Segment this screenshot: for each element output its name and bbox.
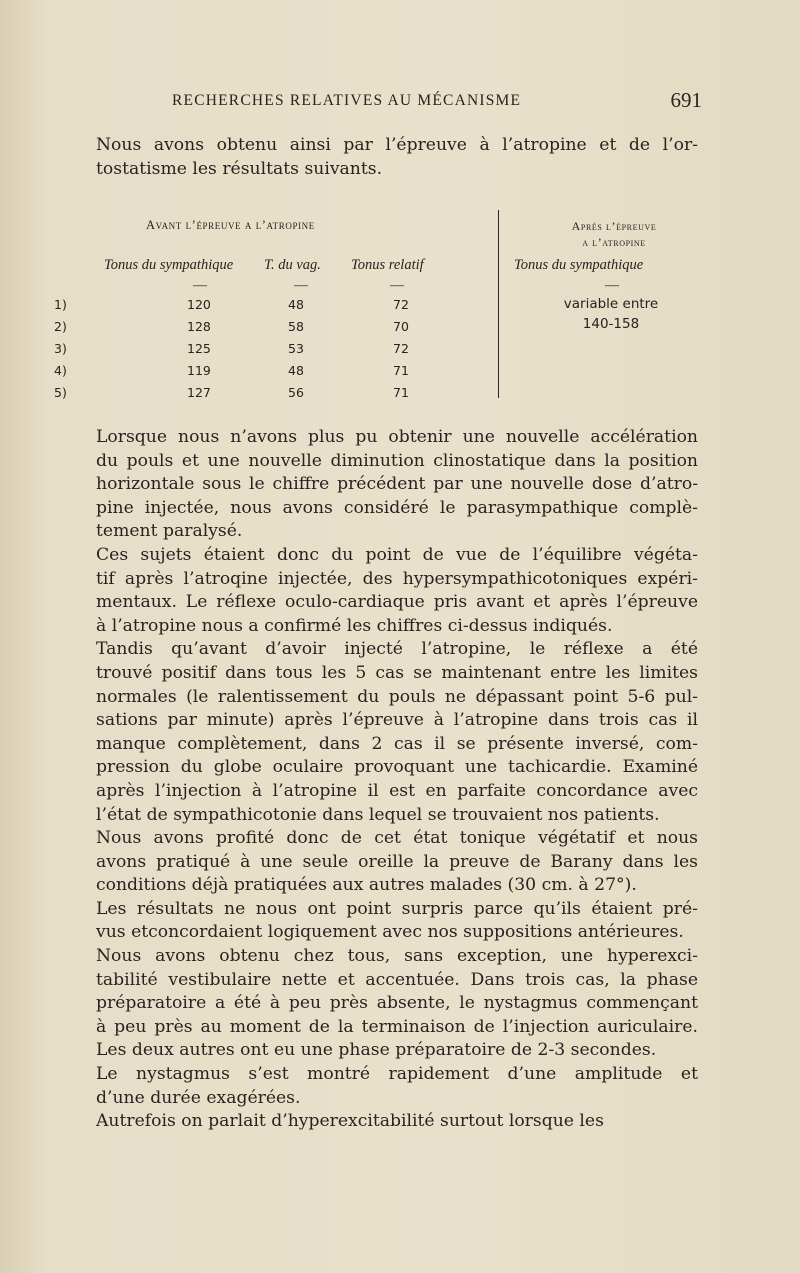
group-header-before: Avant l’épreuve a l’atropine (146, 218, 315, 232)
text-line: l’état de sympathicotonie dans lequel se trouvaient nos patients. (96, 804, 660, 825)
cell-vague: 48 (288, 363, 304, 378)
text-line: manque complètement, dans 2 cas il se présente inversé, com- (96, 733, 698, 754)
text-line: Autrefois on parlait d’hyperexcitabilité surtout lorsque les (96, 1111, 604, 1132)
after-note-line: 140-158 (582, 316, 640, 332)
column-header-sympathique: Tonus du sympathique (104, 257, 234, 273)
text-line: Nous avons obtenu ainsi par l’épreuve à l’atropine et de l’or- (96, 135, 698, 155)
cell-relatif: 72 (393, 297, 409, 312)
group-header-after-line: a l’atropine (582, 235, 646, 249)
column-header-relatif: Tonus relatif (351, 257, 424, 273)
column-divider (498, 210, 499, 398)
cell-vague: 53 (288, 341, 304, 356)
text-line: Nous avons obtenu chez tous, sans exception, une hyperexci- (96, 946, 698, 967)
text-line: trouvé positif dans tous les 5 cas se maintenant entre les limites (96, 662, 698, 683)
cell-relatif: 70 (393, 319, 409, 334)
text-line: préparatoire a été à peu près absente, le nystagmus commençant (96, 993, 698, 1014)
text-line: conditions déjà pratiquées aux autres malades (30 cm. à 27°). (96, 875, 637, 896)
text-line: tostatisme les résultats suivants. (96, 158, 383, 179)
paragraph (76, 898, 698, 945)
cell-sympathique: 127 (187, 385, 211, 400)
column-dash: — (390, 278, 404, 293)
column-dash: — (294, 278, 308, 293)
column-dash: — (605, 278, 619, 293)
text-line: avons pratiqué à une seule oreille la preuve de Barany dans les (96, 851, 698, 872)
paragraph (76, 827, 698, 898)
paragraph (76, 1110, 698, 1134)
cell-sympathique: 120 (187, 297, 211, 312)
text-line: pression du globe oculaire provoquant une tachicardie. Examiné (96, 757, 698, 778)
text-line: Les résultats ne nous ont point surpris parce qu’ils étaient pré- (96, 898, 698, 919)
row-index: 3) (54, 341, 67, 356)
row-index: 5) (54, 385, 67, 400)
cell-vague: 56 (288, 385, 304, 400)
cell-relatif: 72 (393, 341, 409, 356)
group-header-after-line: Après l’épreuve (571, 219, 657, 233)
text-line: tement paralysé. (96, 521, 243, 542)
text-line: Ces sujets étaient donc du point de vue de l’équilibre végéta- (96, 544, 698, 565)
text-line: sations par minute) après l’épreuve à l’atropine dans trois cas il (96, 710, 698, 731)
text-line: Tandis qu’avant d’avoir injecté l’atropine, le réflexe a été (96, 639, 698, 660)
after-note-line: variable entre (563, 296, 659, 312)
page-header (172, 88, 702, 114)
text-line: horizontale sous le chiffre précédent par une nouvelle dose d’atro- (96, 474, 698, 495)
results-table (54, 210, 710, 405)
running-title: RECHERCHES RELATIVES AU MÉCANISME (172, 92, 522, 109)
paragraph (76, 945, 698, 1063)
text-line: à peu près au moment de la terminaison de l’injection auriculaire. (96, 1016, 698, 1037)
cell-relatif: 71 (393, 385, 409, 400)
text-line: vus etconcordaient logiquement avec nos suppositions antérieures. (96, 922, 684, 943)
paragraph (76, 1063, 698, 1110)
column-header-vague: T. du vag. (264, 257, 321, 273)
cell-sympathique: 128 (187, 319, 211, 334)
text-line: mentaux. Le réflexe oculo-cardiaque pris avant et après l’épreuve (96, 592, 698, 613)
text-line: du pouls et une nouvelle diminution clinostatique dans la position (96, 450, 698, 471)
row-index: 1) (54, 297, 67, 312)
text-line: Nous avons profité donc de cet état tonique végétatif et nous (96, 828, 698, 849)
column-header-after: Tonus du sympathique (514, 257, 644, 273)
after-value-note (526, 294, 696, 334)
cell-sympathique: 119 (187, 363, 211, 378)
paragraph (76, 544, 698, 638)
paragraph (76, 426, 698, 544)
cell-relatif: 71 (393, 363, 409, 378)
text-line: tabilité vestibulaire nette et accentuée. Dans trois cas, la phase (96, 969, 698, 990)
page-number: 691 (670, 88, 702, 112)
cell-vague: 58 (288, 319, 304, 334)
text-line: Les deux autres ont eu une phase préparatoire de 2-3 secondes. (96, 1040, 657, 1061)
body-text (76, 426, 698, 1134)
text-line: à l’atropine nous a confirmé les chiffres ci-dessus indiqués. (96, 615, 613, 636)
text-line: d’une durée exagérées. (96, 1087, 301, 1108)
text-line: pine injectée, nous avons considéré le parasympathique complè- (96, 497, 698, 518)
group-header-after (516, 218, 712, 250)
cell-sympathique: 125 (187, 341, 211, 356)
text-line: Le nystagmus s’est montré rapidement d’une amplitude et (96, 1064, 698, 1085)
row-index: 2) (54, 319, 67, 334)
column-dash: — (193, 278, 207, 293)
text-line: normales (le ralentissement du pouls ne dépassant point 5-6 pul- (96, 686, 698, 707)
intro-paragraph (76, 134, 698, 181)
text-line: Lorsque nous n’avons plus pu obtenir une nouvelle accélération (96, 427, 698, 447)
row-index: 4) (54, 363, 67, 378)
paragraph (76, 638, 698, 827)
cell-vague: 48 (288, 297, 304, 312)
text-line: tif après l’atroqine injectée, des hypersympathicotoniques expéri- (96, 568, 698, 589)
text-line: après l’injection à l’atropine il est en parfaite concordance avec (96, 780, 698, 801)
